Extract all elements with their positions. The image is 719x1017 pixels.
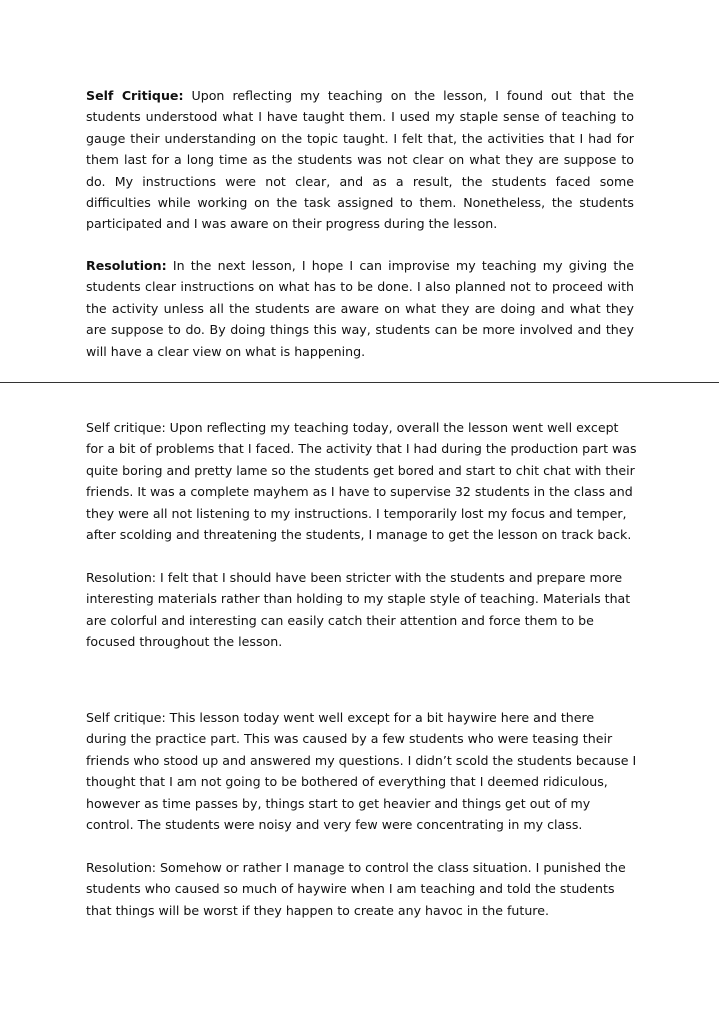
resolution-text-1: In the next lesson, I hope I can improvise my teaching my giving the students clear instructions on what has to be done. I also planned not to proceed with the activity unless all the students are aware on what they are doing and what they are suppose to do. By doing things this way, students can be more involved and they will have a clear view on what is happening. bbox=[86, 258, 634, 359]
critique-text-1: Upon reflecting my teaching on the lesson, I found out that the students understood what I have taught them. I used my staple sense of teaching to gauge their understanding on the topic taught. I felt that, the activities that I had for them last for a long time as the students was not clear on what they are suppose to do. My instructions were not clear, and as a result, the students faced some difficulties while working on the task assigned to them. Nonetheless, the students participated and I was aware on their progress during the lesson. bbox=[86, 88, 634, 232]
resolution-paragraph-3: Resolution: Somehow or rather I manage to control the class situation. I punished the students who caused so much of haywire when I am teaching and told the students that things will be worst if they happen to create any havoc in the future. bbox=[86, 860, 626, 918]
resolution-label-1: Resolution: bbox=[86, 258, 167, 273]
critique-paragraph-3: Self critique: This lesson today went well except for a bit haywire here and there during the practice part. This was caused by a few students who were teasing their friends who stood up and answered my questions. I didn’t scold the students because I thought that I am not going to be bothered of everything that I deemed ridiculous, however as time passes by, things start to get heavier and things get out of my control. The students were noisy and very few were concentrating in my class. bbox=[86, 710, 637, 833]
critique-paragraph-1 bbox=[86, 85, 634, 235]
resolution-paragraph-2: Resolution: I felt that I should have been stricter with the students and prepare more interesting materials rather than holding to my staple style of teaching. Materials that are colorful and interesting can easily catch their attention and force them to be focused throughout the lesson. bbox=[86, 570, 631, 650]
section-divider bbox=[0, 382, 719, 383]
resolution-paragraph-1 bbox=[86, 255, 634, 362]
critique-label-1: Self Critique: bbox=[86, 88, 184, 103]
critique-paragraph-2: Self critique: Upon reflecting my teaching today, overall the lesson went well except for a bit of problems that I faced. The activity that I had during the production part was quite boring and pretty lame so the students get bored and start to chit chat with their friends. It was a complete mayhem as I have to supervise 32 students in the class and they were all not listening to my instructions. I temporarily lost my focus and temper, after scolding and threatening the students, I manage to get the lesson on track back. bbox=[86, 420, 637, 543]
